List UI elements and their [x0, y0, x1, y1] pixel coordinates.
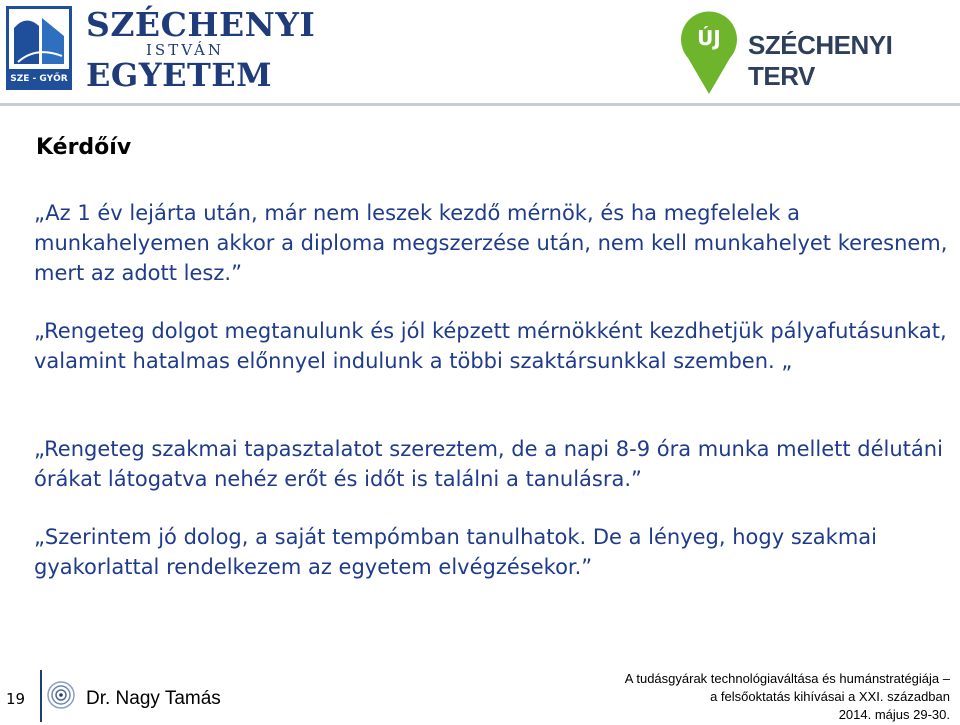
event-line-1: A tudásgyárak technológiaváltása és humánstratégiája – — [624, 671, 950, 686]
event-info — [625, 670, 950, 724]
university-name-line3: EGYETEM — [86, 56, 273, 94]
slide-title: Kérdőív — [36, 135, 132, 160]
header-divider — [0, 103, 960, 106]
university-name-line2: ISTVÁN — [146, 41, 224, 59]
university-name — [86, 5, 316, 94]
author-name: Dr. Nagy Tamás — [86, 688, 221, 709]
szechenyi-terv-logo — [676, 8, 958, 98]
page-number: 19 — [6, 690, 26, 708]
map-pin-icon — [676, 8, 742, 96]
event-line-3: 2014. május 29-30. — [838, 707, 950, 722]
event-line-2: a felsőoktatás kihívásai a XXI. században — [710, 689, 950, 704]
quote-4: „Szerintem jó dolog, a saját tempómban tanulhatok. De a lényeg, hogy szakmai gyakorlattal rendelkezem az egyetem elvégzésekor.” — [34, 525, 877, 579]
university-city: SZE - GYŐR — [10, 74, 68, 84]
plan-pin-text: ÚJ — [697, 26, 721, 50]
university-logo — [6, 5, 316, 96]
quote-2: „Rengeteg dolgot megtanulunk és jól képzett mérnökként kezdhetjük pályafutásunkat, valamint hatalmas előnnyel indulunk a többi szaktársunkkal szemben. „ — [34, 319, 947, 373]
university-name-line1: SZÉCHENYI — [86, 5, 316, 44]
footer-divider — [40, 670, 42, 722]
plan-name: SZÉCHENYI TERV — [748, 30, 893, 91]
quote-1: „Az 1 év lejárta után, már nem leszek kezdő mérnök, és ha megfelelek a munkahelyemen akkor a diploma megszerzése után, nem kell munkahelyet keresnem, mert az adott lesz.” — [34, 201, 948, 285]
spiral-logo-icon — [46, 680, 76, 710]
quote-3: „Rengeteg szakmai tapasztalatot szereztem, de a napi 8-9 óra munka mellett délutáni órákat látogatva nehéz erőt és időt is találni a tanulásra.” — [34, 437, 943, 491]
